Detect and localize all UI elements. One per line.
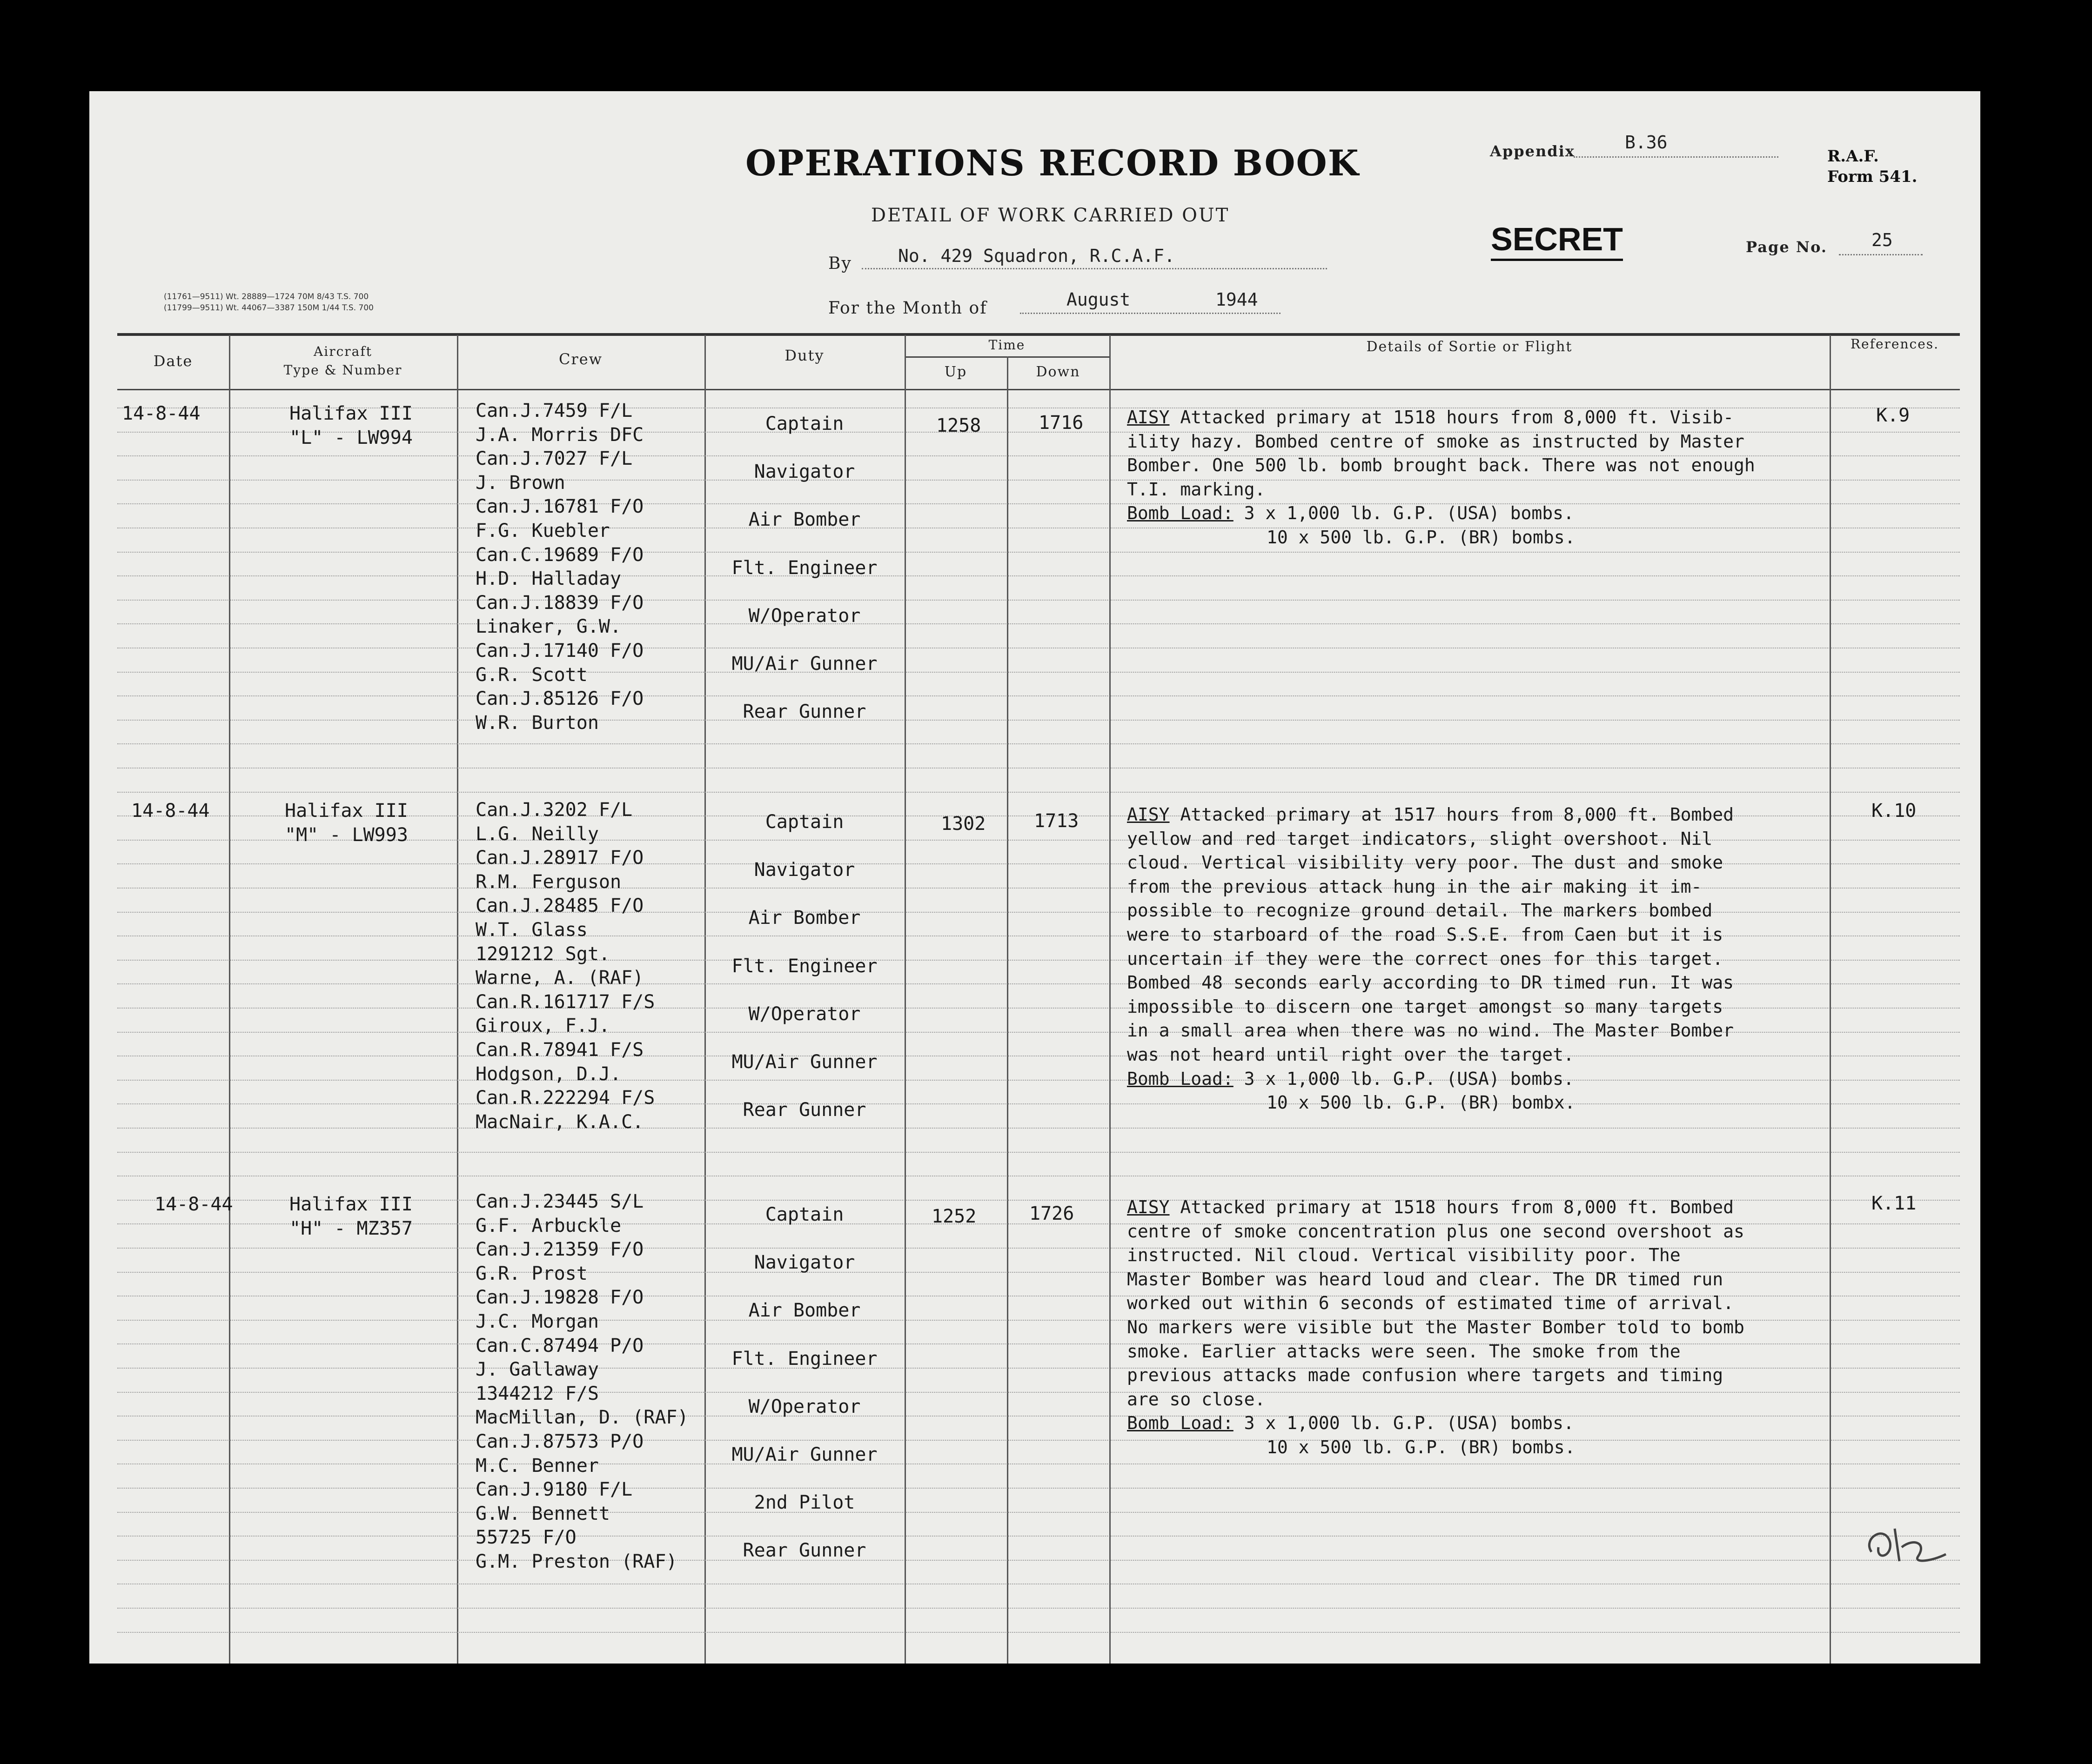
sortie-2-details bbox=[1127, 803, 1927, 1115]
crew-entry: MacMillan, D. (RAF) bbox=[476, 1407, 689, 1429]
crew-entry: Warne, A. (RAF) bbox=[476, 967, 644, 989]
target-name: AISY bbox=[1127, 1197, 1170, 1217]
duty-entry: Rear Gunner bbox=[743, 1099, 866, 1121]
appendix-dotline bbox=[1574, 156, 1778, 158]
crew-entry: F.G. Kuebler bbox=[476, 520, 610, 541]
form-line-1: R.A.F. bbox=[1827, 147, 1879, 166]
crew-entry: Can.R.78941 F/S bbox=[476, 1039, 644, 1061]
crew-entry: J.A. Morris DFC bbox=[476, 424, 644, 446]
detail-line bbox=[1127, 875, 1927, 899]
sortie-3-time-up: 1252 bbox=[932, 1206, 977, 1227]
detail-line bbox=[1127, 851, 1927, 875]
sortie-2-reference: K.10 bbox=[1871, 800, 1917, 822]
sortie-1-aircraft-type: Halifax III bbox=[289, 403, 413, 424]
col-header-details: Details of Sortie or Flight bbox=[1366, 339, 1573, 355]
detail-line bbox=[1127, 971, 1927, 995]
crew-entry: H.D. Halladay bbox=[476, 568, 622, 590]
target-name: AISY bbox=[1127, 407, 1170, 428]
ruled-line bbox=[117, 1128, 1960, 1129]
detail-text: ility hazy. Bombed centre of smoke as instructed by Master bbox=[1127, 431, 1744, 452]
duty-entry: Captain bbox=[765, 1204, 844, 1225]
crew-entry: Can.J.19828 F/O bbox=[476, 1287, 644, 1309]
crew-entry: Can.J.87573 P/O bbox=[476, 1430, 644, 1452]
detail-line bbox=[1127, 1243, 1927, 1268]
bomb-load-text: 3 x 1,000 lb. G.P. (USA) bombs. bbox=[1244, 1068, 1574, 1089]
detail-text: uncertain if they were the correct ones for this target. bbox=[1127, 948, 1723, 969]
crew-entry: Can.J.85126 F/O bbox=[476, 688, 644, 710]
crew-entry: R.M. Ferguson bbox=[476, 871, 622, 893]
col-header-duty: Duty bbox=[784, 347, 825, 364]
crew-entry: Can.C.87494 P/O bbox=[476, 1335, 644, 1356]
crew-entry: W.R. Burton bbox=[476, 712, 599, 734]
crew-entry: Giroux, F.J. bbox=[476, 1015, 610, 1037]
month-label: For the Month of bbox=[828, 299, 987, 318]
detail-line bbox=[1127, 1043, 1927, 1067]
crew-entry: Can.J.23445 S/L bbox=[476, 1191, 644, 1212]
duty-entry: W/Operator bbox=[748, 605, 861, 627]
appendix-value: B.36 bbox=[1625, 132, 1668, 153]
sortie-2-time-up: 1302 bbox=[941, 813, 986, 835]
crew-entry: Can.J.3202 F/L bbox=[476, 799, 633, 821]
ruled-line bbox=[117, 1152, 1960, 1153]
detail-text: impossible to discern one target amongst so many targets bbox=[1127, 996, 1723, 1017]
bomb-load-line bbox=[1127, 1411, 1927, 1436]
ruled-line bbox=[117, 1463, 1960, 1464]
form-line-2: Form 541. bbox=[1827, 167, 1918, 186]
crew-entry: Can.J.7459 F/L bbox=[476, 400, 633, 421]
crew-entry: Can.J.28485 F/O bbox=[476, 895, 644, 917]
squadron-value: No. 429 Squadron, R.C.A.F. bbox=[898, 246, 1175, 266]
crew-entry: 55725 F/O bbox=[476, 1527, 577, 1549]
bomb-load-label: Bomb Load: bbox=[1127, 1068, 1234, 1089]
col-header-crew: Crew bbox=[558, 350, 603, 368]
crew-entry: G.R. Prost bbox=[476, 1263, 588, 1284]
detail-text: are so close. bbox=[1127, 1389, 1266, 1410]
crew-entry: Can.J.21359 F/O bbox=[476, 1239, 644, 1261]
header-bottom-rule bbox=[117, 389, 1960, 390]
page-dotline bbox=[1839, 254, 1923, 255]
detail-line bbox=[1127, 803, 1927, 827]
sortie-3-duties bbox=[704, 1191, 905, 1575]
col-header-aircraft-line2: Type & Number bbox=[283, 362, 402, 378]
col-header-down: Down bbox=[1036, 364, 1080, 380]
sortie-2-date: 14-8-44 bbox=[131, 800, 210, 822]
detail-line bbox=[1127, 995, 1927, 1019]
ruled-line bbox=[117, 600, 1960, 601]
ruled-line bbox=[117, 1632, 1960, 1633]
detail-text: was not heard until right over the target. bbox=[1127, 1044, 1574, 1065]
crew-entry: Can.J.18839 F/O bbox=[476, 592, 644, 614]
bomb-load-text: 3 x 1,000 lb. G.P. (USA) bombs. bbox=[1244, 503, 1574, 524]
detail-line bbox=[1127, 1363, 1927, 1388]
col-header-time: Time bbox=[988, 337, 1026, 353]
detail-text: Bomber. One 500 lb. bomb brought back. There was not enough bbox=[1127, 455, 1755, 476]
detail-text: Bombed 48 seconds early according to DR timed run. It was bbox=[1127, 972, 1734, 993]
secret-stamp: SECRET bbox=[1491, 220, 1623, 261]
duty-entry: Navigator bbox=[754, 859, 855, 881]
detail-line bbox=[1127, 1316, 1927, 1340]
ruled-line bbox=[117, 552, 1960, 553]
duty-entry: MU/Air Gunner bbox=[731, 653, 878, 675]
col-header-up: Up bbox=[944, 364, 967, 380]
detail-text: yellow and red target indicators, slight overshoot. Nil bbox=[1127, 828, 1713, 849]
crew-entry: Can.J.9180 F/L bbox=[476, 1479, 633, 1501]
detail-line bbox=[1127, 827, 1927, 851]
bomb-load-text: 3 x 1,000 lb. G.P. (USA) bombs. bbox=[1244, 1413, 1574, 1434]
month-value: August bbox=[1066, 289, 1131, 310]
sortie-2-time-down: 1713 bbox=[1034, 810, 1079, 832]
detail-line bbox=[1127, 454, 1927, 478]
bomb-load-text: 10 x 500 lb. G.P. (BR) bombs. bbox=[1267, 527, 1576, 548]
ruled-line bbox=[117, 1536, 1960, 1537]
sortie-1-time-down: 1716 bbox=[1039, 412, 1084, 434]
target-name: AISY bbox=[1127, 804, 1170, 825]
ruled-line bbox=[117, 792, 1960, 793]
duty-entry: Captain bbox=[765, 811, 844, 833]
crew-entry: Can.C.19689 F/O bbox=[476, 544, 644, 566]
crew-entry: Can.J.17140 F/O bbox=[476, 640, 644, 662]
ruled-line bbox=[117, 743, 1960, 744]
duty-entry: MU/Air Gunner bbox=[731, 1051, 878, 1073]
bomb-load-line bbox=[1127, 1091, 1927, 1115]
sortie-2-aircraft-type: Halifax III bbox=[285, 800, 408, 822]
year-value: 1944 bbox=[1215, 289, 1258, 310]
crew-entry: Can.R.222294 F/S bbox=[476, 1087, 655, 1109]
handwritten-initials bbox=[1857, 1510, 1960, 1575]
month-dotline bbox=[1020, 313, 1281, 314]
crew-entry: Hodgson, D.J. bbox=[476, 1063, 622, 1085]
bomb-load-text: 10 x 500 lb. G.P. (BR) bombs. bbox=[1267, 1437, 1576, 1457]
ruled-line bbox=[117, 695, 1960, 696]
sortie-1-details bbox=[1127, 406, 1927, 550]
detail-text: previous attacks made confusion where targets and timing bbox=[1127, 1365, 1723, 1386]
ruled-line bbox=[117, 672, 1960, 673]
ruled-line bbox=[117, 1512, 1960, 1513]
detail-text: Attacked primary at 1518 hours from 8,000 ft. Visib- bbox=[1180, 407, 1734, 428]
crew-entry: G.M. Preston (RAF) bbox=[476, 1550, 677, 1572]
imprint-line-1: (11761—9511) Wt. 28889—1724 70M 8/43 T.S. 700 bbox=[164, 292, 369, 301]
detail-line bbox=[1127, 1340, 1927, 1364]
crew-entry: M.C. Benner bbox=[476, 1455, 599, 1477]
by-label: By bbox=[828, 254, 852, 273]
crew-entry: 1344212 F/S bbox=[476, 1383, 599, 1404]
bomb-load-label: Bomb Load: bbox=[1127, 1413, 1234, 1434]
ruled-line bbox=[117, 623, 1960, 624]
crew-entry: MacNair, K.A.C. bbox=[476, 1111, 644, 1133]
duty-entry: Navigator bbox=[754, 461, 855, 483]
ruled-line bbox=[117, 575, 1960, 576]
detail-line bbox=[1127, 899, 1927, 923]
bomb-load-text: 10 x 500 lb. G.P. (BR) bombx. bbox=[1267, 1092, 1576, 1113]
ruled-line bbox=[117, 1560, 1960, 1561]
detail-text: Master Bomber was heard loud and clear. The DR timed run bbox=[1127, 1269, 1723, 1290]
sortie-1-date: 14-8-44 bbox=[122, 403, 201, 424]
crew-entry: L.G. Neilly bbox=[476, 823, 599, 845]
crew-entry: Can.J.16781 F/O bbox=[476, 496, 644, 518]
crew-entry: J. Brown bbox=[476, 472, 565, 494]
duty-entry: Flt. Engineer bbox=[731, 557, 878, 579]
crew-entry: G.W. Bennett bbox=[476, 1503, 610, 1524]
appendix-label: Appendix bbox=[1490, 142, 1575, 160]
sortie-1-time-up: 1258 bbox=[936, 415, 981, 436]
crew-entry: Can.J.28917 F/O bbox=[476, 847, 644, 869]
detail-text: Attacked primary at 1517 hours from 8,000 ft. Bombed bbox=[1180, 804, 1734, 825]
detail-text: from the previous attack hung in the air making it im- bbox=[1127, 876, 1702, 897]
printer-imprint bbox=[164, 291, 374, 314]
detail-text: in a small area when there was no wind. The Master Bomber bbox=[1127, 1020, 1734, 1041]
duty-entry: Navigator bbox=[754, 1252, 855, 1274]
bomb-load-line bbox=[1127, 1436, 1927, 1460]
sortie-3-aircraft-number: "H" - MZ357 bbox=[289, 1218, 413, 1239]
crew-entry: J.C. Morgan bbox=[476, 1310, 599, 1332]
detail-line bbox=[1127, 430, 1927, 454]
duty-entry: W/Operator bbox=[748, 1003, 861, 1025]
crew-entry: Can.J.7027 F/L bbox=[476, 448, 633, 470]
detail-text: centre of smoke concentration plus one second overshoot as bbox=[1127, 1221, 1744, 1242]
sortie-1-aircraft-number: "L" - LW994 bbox=[289, 427, 413, 448]
duty-entry: Air Bomber bbox=[748, 1300, 861, 1322]
detail-line bbox=[1127, 1019, 1927, 1043]
detail-text: cloud. Vertical visibility very poor. The dust and smoke bbox=[1127, 852, 1723, 873]
detail-text: smoke. Earlier attacks were seen. The smoke from the bbox=[1127, 1341, 1681, 1362]
duty-entry: W/Operator bbox=[748, 1396, 861, 1417]
page-no-label: Page No. bbox=[1746, 238, 1827, 256]
crew-entry: J. Gallaway bbox=[476, 1359, 599, 1381]
detail-text: were to starboard of the road S.S.E. from Caen but it is bbox=[1127, 924, 1723, 945]
duty-entry: Air Bomber bbox=[748, 907, 861, 929]
ruled-line bbox=[117, 1488, 1960, 1489]
crew-entry: W.T. Glass bbox=[476, 919, 588, 941]
duty-entry: 2nd Pilot bbox=[754, 1492, 855, 1514]
ruled-line bbox=[117, 1608, 1960, 1609]
ruled-line bbox=[117, 720, 1960, 721]
col-header-date: Date bbox=[153, 352, 193, 370]
crew-entry: Linaker, G.W. bbox=[476, 616, 622, 638]
detail-line bbox=[1127, 478, 1927, 502]
detail-text: Attacked primary at 1518 hours from 8,000 ft. Bombed bbox=[1180, 1197, 1734, 1217]
sortie-1-reference: K.9 bbox=[1876, 405, 1910, 426]
detail-line bbox=[1127, 1220, 1927, 1244]
detail-line bbox=[1127, 406, 1927, 430]
detail-text: No markers were visible but the Master Bomber told to bomb bbox=[1127, 1316, 1744, 1337]
duty-entry: Rear Gunner bbox=[743, 1540, 866, 1562]
col-header-aircraft bbox=[229, 342, 457, 380]
duty-entry: MU/Air Gunner bbox=[731, 1443, 878, 1465]
detail-text: possible to recognize ground detail. The markers bombed bbox=[1127, 900, 1713, 921]
sortie-2-duties bbox=[704, 798, 905, 1134]
page-no-value: 25 bbox=[1871, 230, 1893, 250]
detail-line bbox=[1127, 1196, 1927, 1220]
detail-line bbox=[1127, 1291, 1927, 1316]
bomb-load-line bbox=[1127, 1067, 1927, 1091]
duty-entry: Air Bomber bbox=[748, 509, 861, 531]
crew-entry: G.F. Arbuckle bbox=[476, 1215, 622, 1236]
sortie-3-reference: K.11 bbox=[1871, 1193, 1917, 1214]
detail-text: instructed. Nil cloud. Vertical visibility poor. The bbox=[1127, 1245, 1681, 1266]
col-header-references: References. bbox=[1850, 336, 1939, 352]
detail-line bbox=[1127, 947, 1927, 971]
detail-text: T.I. marking. bbox=[1127, 479, 1266, 500]
duty-entry: Captain bbox=[765, 413, 844, 434]
sortie-3-time-down: 1726 bbox=[1029, 1203, 1074, 1224]
sortie-1-duties bbox=[704, 400, 905, 736]
crew-entry: Can.R.161717 F/S bbox=[476, 991, 655, 1013]
col-header-aircraft-line1: Aircraft bbox=[314, 344, 372, 359]
sortie-3-aircraft-type: Halifax III bbox=[289, 1194, 413, 1215]
by-dotline bbox=[862, 268, 1327, 269]
detail-line bbox=[1127, 1268, 1927, 1292]
imprint-line-2: (11799—9511) Wt. 44067—3387 150M 1/44 T.S. 700 bbox=[164, 303, 374, 313]
crew-entry: G.R. Scott bbox=[476, 664, 588, 686]
subtitle: DETAIL OF WORK CARRIED OUT bbox=[871, 205, 1230, 226]
detail-line bbox=[1127, 1388, 1927, 1412]
sortie-3-details bbox=[1127, 1196, 1927, 1460]
sortie-3-date: 14-8-44 bbox=[154, 1194, 233, 1215]
duty-entry: Flt. Engineer bbox=[731, 1348, 878, 1370]
crew-entry: 1291212 Sgt. bbox=[476, 943, 610, 965]
duty-entry: Flt. Engineer bbox=[731, 955, 878, 977]
bomb-load-line bbox=[1127, 526, 1927, 550]
form-number bbox=[1827, 146, 1918, 187]
form-sheet bbox=[89, 91, 1980, 1664]
bomb-load-line bbox=[1127, 501, 1927, 526]
detail-line bbox=[1127, 923, 1927, 947]
bomb-load-label: Bomb Load: bbox=[1127, 503, 1234, 524]
page-title: OPERATIONS RECORD BOOK bbox=[745, 142, 1360, 184]
sortie-2-aircraft-number: "M" - LW993 bbox=[285, 824, 408, 846]
detail-text: worked out within 6 seconds of estimated time of arrival. bbox=[1127, 1293, 1734, 1314]
duty-entry: Rear Gunner bbox=[743, 701, 866, 723]
